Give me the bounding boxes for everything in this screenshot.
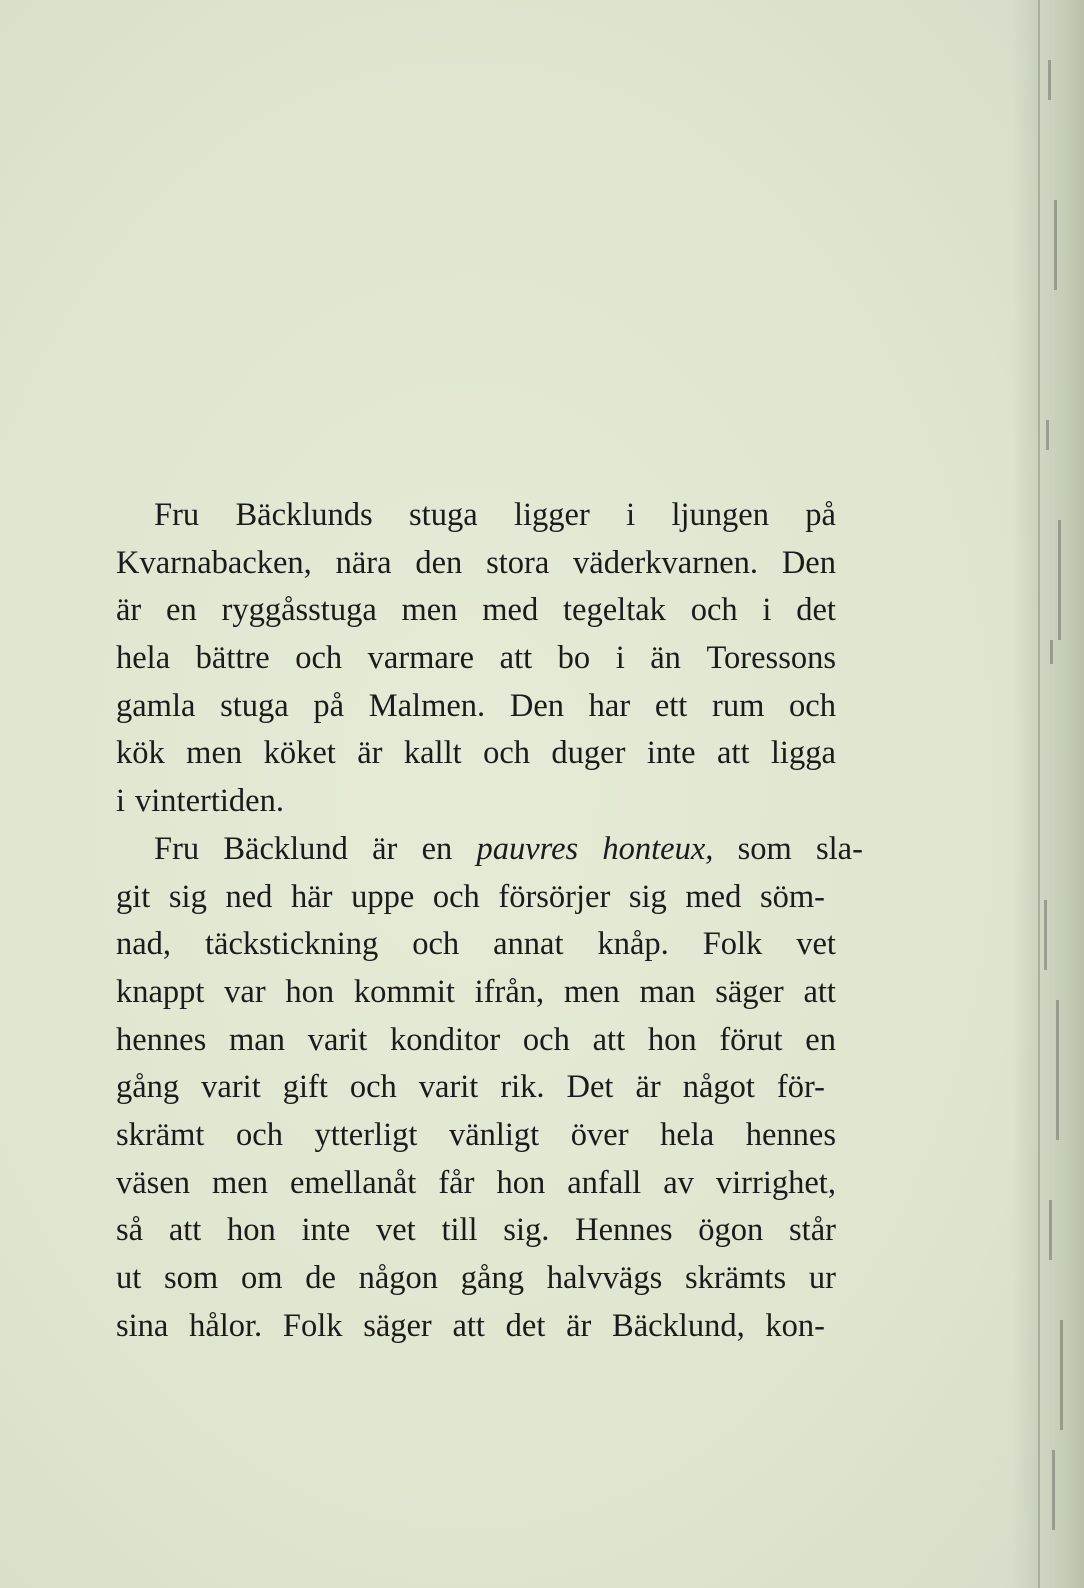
word: förut: [719, 1021, 783, 1058]
word: som: [737, 830, 792, 867]
word: tegeltak: [563, 592, 666, 629]
word: är: [372, 830, 398, 867]
word: till: [441, 1212, 478, 1249]
word: ligger: [513, 497, 590, 533]
word: i: [626, 497, 636, 533]
word: Folk: [282, 1307, 343, 1344]
word: skrämts: [684, 1260, 787, 1296]
word: vintertiden.: [135, 783, 284, 820]
word: varit: [418, 1069, 479, 1106]
word: stora: [486, 544, 550, 581]
word: hela: [116, 640, 171, 677]
word: någon: [358, 1260, 439, 1296]
text-line: [116, 1160, 836, 1208]
italic-word: pauvres: [476, 830, 579, 867]
word: med: [685, 878, 742, 915]
word: Fru: [154, 497, 200, 533]
scan-speck: [1048, 60, 1051, 100]
word: att: [452, 1307, 485, 1344]
word: än: [650, 640, 681, 677]
word: emellanåt: [290, 1164, 417, 1201]
text-line: [116, 587, 836, 635]
text-line: [116, 921, 836, 969]
word: Fru: [154, 830, 200, 867]
word: söm-: [759, 878, 825, 915]
word: vänligt: [448, 1116, 540, 1153]
word: ögon: [698, 1212, 764, 1249]
word: att: [168, 1212, 202, 1249]
adjacent-page-edge: [1038, 0, 1084, 1588]
word: men: [563, 973, 620, 1010]
word: varmare: [367, 640, 475, 677]
word: om: [240, 1260, 283, 1296]
word: och: [789, 687, 836, 724]
word: man: [229, 1021, 285, 1058]
page-edge-shadow: [1012, 0, 1038, 1588]
word: med: [482, 592, 539, 629]
word: inte: [301, 1212, 351, 1249]
word: hon: [285, 973, 335, 1010]
word: i: [762, 592, 772, 629]
text-line: [116, 826, 863, 874]
word: köket: [263, 735, 336, 772]
text-line: [116, 730, 836, 778]
word: hennes: [116, 1021, 207, 1058]
italic-word: honteux,: [602, 830, 714, 867]
word: varit: [201, 1069, 261, 1106]
text-line: [116, 1303, 825, 1351]
word: väsen: [116, 1164, 190, 1201]
text-line: [116, 635, 836, 683]
word: ryggåsstuga: [221, 592, 377, 629]
word: kallt: [403, 735, 462, 772]
word: och: [349, 1069, 397, 1106]
word: och: [295, 640, 343, 677]
word: men: [212, 1164, 268, 1201]
word: sig.: [503, 1212, 550, 1249]
word: på: [805, 497, 836, 533]
word: kommit: [353, 973, 455, 1010]
word: är: [635, 1069, 661, 1106]
scan-speck: [1046, 420, 1049, 450]
scan-speck: [1049, 1200, 1052, 1260]
scan-speck: [1044, 900, 1047, 970]
word: Bäcklund: [223, 830, 348, 867]
word: det: [505, 1307, 546, 1344]
scan-speck: [1056, 1000, 1059, 1140]
word: inte: [646, 735, 696, 772]
word: att: [592, 1021, 626, 1058]
word: är: [357, 735, 383, 772]
word: halvvägs: [546, 1260, 663, 1296]
word: sla-: [815, 830, 863, 867]
word: Den: [509, 687, 564, 724]
word: konditor: [390, 1021, 501, 1058]
word: rik.: [500, 1069, 545, 1106]
word: väderkvarnen.: [573, 544, 759, 581]
word: sig: [168, 878, 207, 915]
word: och: [412, 926, 460, 963]
word: och: [432, 878, 480, 915]
word: man: [639, 973, 696, 1010]
word: säger: [363, 1307, 432, 1344]
word: hon: [647, 1021, 697, 1058]
scan-speck: [1058, 520, 1061, 640]
scan-speck: [1060, 1320, 1063, 1430]
word: ligga: [770, 735, 836, 772]
word: de: [305, 1260, 336, 1296]
word: på: [313, 687, 345, 724]
word: en: [805, 1021, 836, 1058]
text-line: [116, 683, 836, 731]
word: stuga: [220, 687, 289, 724]
word: Den: [781, 544, 836, 581]
word: står: [789, 1212, 836, 1249]
word: har: [588, 687, 631, 724]
word: ljungen: [671, 497, 769, 533]
word: rum: [712, 687, 765, 724]
word: är: [116, 592, 142, 629]
word: uppe: [351, 878, 415, 915]
word: skrämt: [116, 1116, 205, 1153]
word: stuga: [409, 497, 478, 533]
body-text: [116, 492, 863, 1350]
word: hennes: [745, 1116, 836, 1153]
word: hon: [496, 1164, 546, 1201]
word: det: [796, 592, 836, 629]
word: Folk: [702, 926, 763, 963]
text-line: [116, 1112, 836, 1160]
text-line: [116, 969, 836, 1017]
text-line: [116, 1207, 836, 1255]
word: men: [401, 592, 458, 629]
text-line: [116, 1064, 825, 1112]
word: men: [186, 735, 243, 772]
word: gång: [116, 1069, 180, 1106]
word: täckstickning: [205, 926, 379, 963]
word: hålor.: [189, 1307, 263, 1344]
word: av: [663, 1164, 694, 1201]
word: duger: [551, 735, 626, 772]
word: sig: [628, 878, 667, 915]
word: och: [522, 1021, 570, 1058]
word: annat: [493, 926, 564, 963]
text-line: [116, 492, 836, 540]
text-line: [116, 778, 836, 826]
word: är: [566, 1307, 592, 1344]
text-line: [116, 540, 836, 588]
word: försörjer: [498, 878, 611, 915]
word: knåp.: [597, 926, 669, 963]
word: för-: [776, 1069, 825, 1106]
word: här: [290, 878, 333, 915]
word: i: [615, 640, 625, 677]
word: varit: [307, 1021, 368, 1058]
word: hon: [227, 1212, 276, 1249]
word: vet: [796, 926, 836, 963]
word: Kvarnabacken,: [116, 544, 312, 581]
word: Toressons: [706, 640, 836, 677]
word: att: [499, 640, 533, 677]
word: så: [116, 1212, 144, 1249]
word: Bäcklund,: [612, 1307, 745, 1344]
word: virrighet,: [715, 1164, 836, 1201]
word: att: [717, 735, 750, 772]
word: och: [690, 592, 738, 629]
word: i: [116, 783, 126, 820]
text-line: [116, 1255, 836, 1303]
text-line: [116, 874, 825, 922]
word: gång: [460, 1260, 524, 1296]
word: hela: [660, 1116, 715, 1153]
word: att: [803, 973, 836, 1010]
scan-speck: [1054, 200, 1057, 290]
word: och: [236, 1116, 283, 1153]
word: något: [682, 1069, 755, 1106]
word: gift: [282, 1069, 328, 1106]
word: Malmen.: [368, 687, 486, 724]
word: Bäcklunds: [235, 497, 373, 533]
word: bättre: [195, 640, 270, 677]
word: ur: [808, 1260, 836, 1296]
word: sina: [116, 1307, 169, 1344]
word: ned: [225, 878, 273, 915]
word: nära: [335, 544, 392, 581]
word: Det: [566, 1069, 614, 1106]
word: ett: [654, 687, 688, 724]
word: som: [164, 1260, 219, 1296]
word: ut: [116, 1260, 142, 1296]
word: anfall: [567, 1164, 642, 1201]
word: var: [224, 973, 266, 1010]
word: git: [116, 878, 151, 915]
word: och: [483, 735, 530, 772]
word: Hennes: [575, 1212, 673, 1249]
word: bo: [557, 640, 591, 677]
word: den: [415, 544, 463, 581]
word: ifrån,: [474, 973, 545, 1010]
scan-speck: [1052, 1450, 1055, 1530]
word: ytterligt: [314, 1116, 418, 1153]
word: kon-: [765, 1307, 825, 1344]
word: gamla: [116, 687, 196, 724]
word: säger: [715, 973, 784, 1010]
text-line: [116, 1017, 836, 1065]
scan-speck: [1050, 640, 1053, 664]
word: nad,: [116, 926, 172, 963]
word: över: [570, 1116, 629, 1153]
word: vet: [375, 1212, 416, 1249]
word: en: [166, 592, 197, 629]
word: knappt: [116, 973, 205, 1010]
word: en: [421, 830, 453, 867]
word: får: [438, 1164, 475, 1201]
word: kök: [116, 735, 165, 772]
